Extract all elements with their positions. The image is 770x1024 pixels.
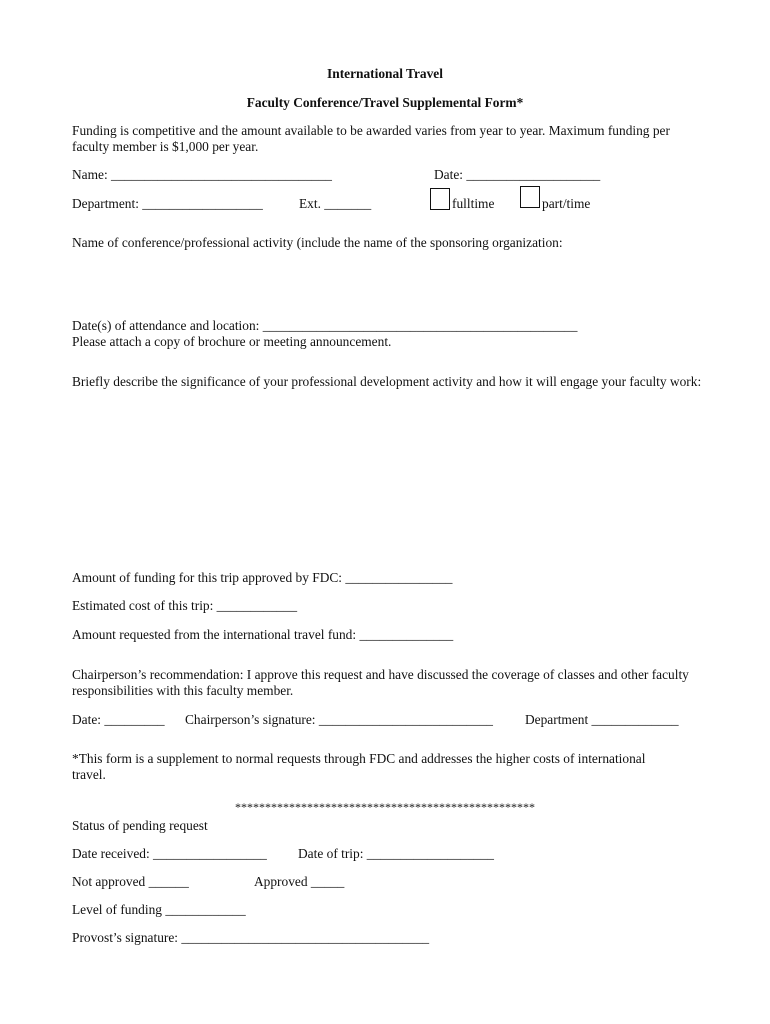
chair-date-field[interactable]: Date: _________ [72,712,165,727]
date-received-field[interactable]: Date received: _________________ [72,846,267,861]
parttime-checkbox[interactable] [520,186,540,208]
separator-line: ************************************************** [235,800,535,814]
chair-department-field[interactable]: Department _____________ [525,712,679,727]
fulltime-checkbox[interactable] [430,188,450,210]
estimated-cost-field[interactable]: Estimated cost of this trip: ____________ [72,598,298,613]
parttime-label: part/time [542,196,591,211]
department-field[interactable]: Department: __________________ [72,196,263,211]
form-heading: International Travel [327,66,443,81]
date-of-trip-field[interactable]: Date of trip: ___________________ [298,846,495,861]
name-field[interactable]: Name: _________________________________ [72,167,332,182]
intro-text: Funding is competitive and the amount available to be awarded varies from year to year. Maximum funding per faculty member is $1,000 per year. [72,123,670,154]
chair-recommendation: Chairperson’s recommendation: I approve this request and have discussed the coverage of classes and other faculty responsibilities with this faculty member. [72,667,689,698]
chair-signature-field[interactable]: Chairperson’s signature: __________________________ [185,712,493,727]
provost-signature-field[interactable]: Provost’s signature: _____________________________________ [72,930,430,945]
attach-note: Please attach a copy of brochure or meeting announcement. [72,334,392,349]
fdc-amount-field[interactable]: Amount of funding for this trip approved by FDC: ________________ [72,570,453,585]
approved-field[interactable]: Approved _____ [254,874,345,889]
form-subtitle: Faculty Conference/Travel Supplemental Form* [246,95,524,110]
date-field[interactable]: Date: ____________________ [434,167,601,182]
describe-prompt: Briefly describe the significance of your professional development activity and how it will engage your faculty work: [72,374,702,389]
status-heading: Status of pending request [72,818,208,833]
ext-field[interactable]: Ext. _______ [299,196,372,211]
conference-name-prompt: Name of conference/professional activity (include the name of the sponsoring organization: [72,235,563,250]
footnote: *This form is a supplement to normal requests through FDC and addresses the higher costs of international travel. [72,751,646,782]
amount-requested-field[interactable]: Amount requested from the international travel fund: ______________ [72,627,454,642]
fulltime-label: fulltime [452,196,495,211]
not-approved-field[interactable]: Not approved ______ [72,874,189,889]
funding-level-field[interactable]: Level of funding ____________ [72,902,246,917]
dates-location-field[interactable]: Date(s) of attendance and location: _______________________________________________ [72,318,578,333]
